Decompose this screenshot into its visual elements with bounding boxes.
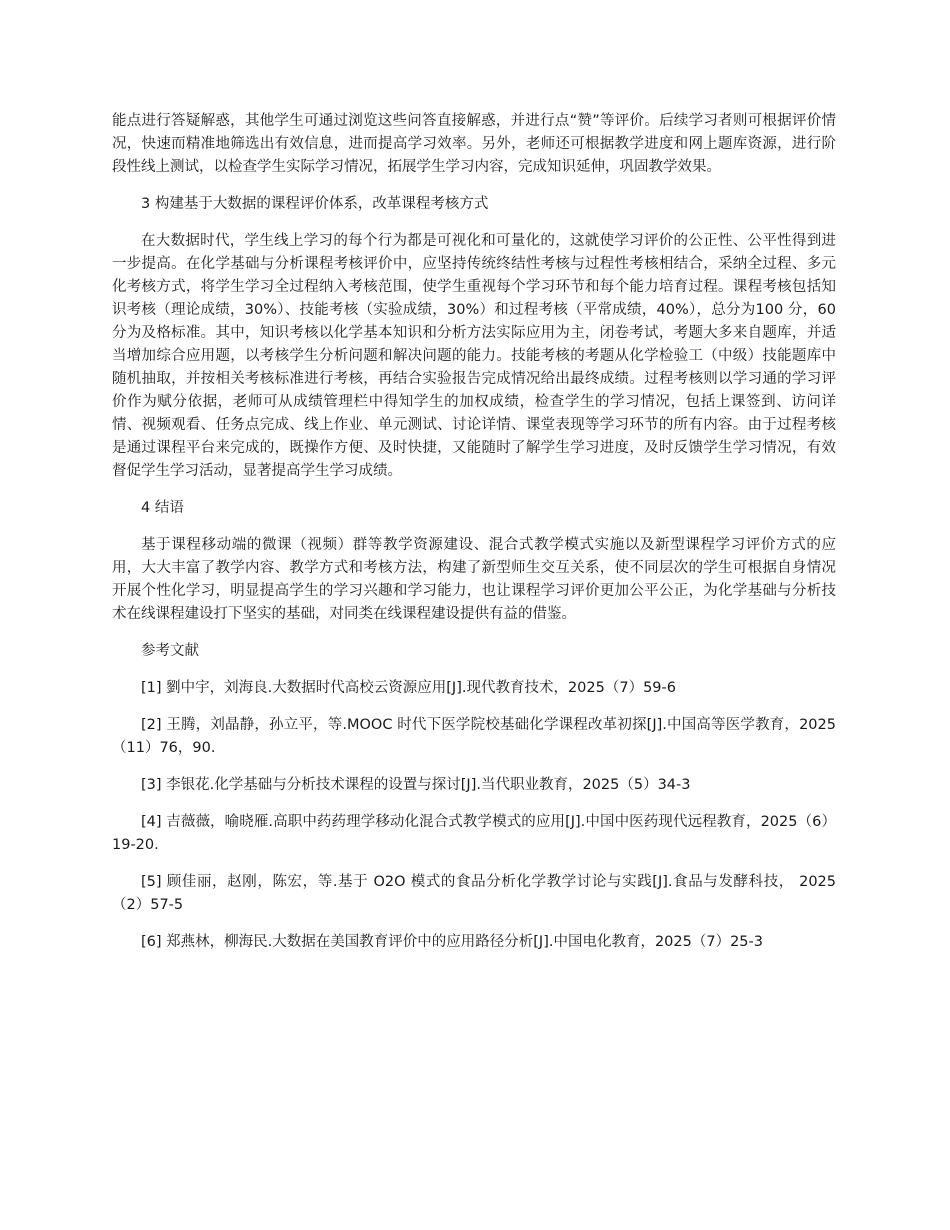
reference-item-1: [1] 劉中宇，刘海良.大数据时代高校云资源应用[J].现代教育技术，2025（7）59-6 [141, 680, 676, 696]
reference-item-3: [3] 李银花.化学基础与分析技术课程的设置与探讨[J].当代职业教育，2025（5）34-3 [141, 777, 691, 793]
section-3-heading: 3 构建基于大数据的课程评价体系，改革课程考核方式 [141, 196, 489, 212]
reference-item-5: [5] 顾佳丽，赵刚，陈宏，等.基于 O2O 模式的食品分析化学教学讨论与实践[J].食品与发酵科技， 2025（2）57-5 [112, 874, 836, 913]
document-page [112, 110, 836, 954]
section-3-body: 在大数据时代，学生线上学习的每个行为都是可视化和可量化的，这就使学习评价的公正性、公平性得到进一步提高。在化学基础与分析课程考核评价中，应坚持传统终结性考核与过程性考核相结合，采纳全过程、多元化考核方式，将学生学习全过程纳入考核范围，使学生重视每个学习环节和每个能力培育过程。课程考核包括知识考核（理论成绩，30%）、技能考核（实验成绩，30%）和过程考核（平常成绩，40%），总分为100 分，60 分为及格标准。其中，知识考核以化学基本知识和分析方法实际应用为主，闭卷考试，考题大多来自题库，并适当增加综合应用题，以考核学生分析问题和解决问题的能力。技能考核的考题从化学检验工（中级）技能题库中随机抽取，并按相关考核标准进行考核，再结合实验报告完成情况给出最终成绩。过程考核则以学习通的学习评价作为赋分依据，老师可从成绩管理栏中得知学生的加权成绩，检查学生的学习情况，包括上课签到、访问详情、视频观看、任务点完成、线上作业、单元测试、讨论详情、课堂表现等学习环节的所有内容。由于过程考核是通过课程平台来完成的，既操作方便、及时快捷，又能随时了解学生学习进度，及时反馈学生学习情况，有效督促学生学习活动，显著提高学生学习成绩。 [112, 233, 836, 479]
reference-item-2: [2] 王腾，刘晶静，孙立平，等.MOOC 时代下医学院校基础化学课程改革初探[J].中国高等医学教育，2025（11）76，90. [112, 717, 836, 756]
section-4-heading: 4 结语 [141, 500, 184, 516]
reference-item-6: [6] 郑燕林，柳海民.大数据在美国教育评价中的应用路径分析[J].中国电化教育，2025（7）25-3 [141, 934, 763, 950]
reference-item-4: [4] 吉薇薇，喻晓雁.高职中药药理学移动化混合式教学模式的应用[J].中国中医药现代远程教育，2025（6）19-20. [112, 814, 836, 853]
references-heading: 参考文献 [141, 643, 199, 659]
intro-continued-paragraph: 能点进行答疑解惑，其他学生可通过浏览这些问答直接解惑，并进行点“赞”等评价。后续学习者则可根据评价情况，快速而精准地筛选出有效信息，进而提高学习效率。另外，老师还可根据教学进度和网上题库资源，进行阶段性线上测试，以检查学生实际学习情况，拓展学生学习内容，完成知识延伸，巩固教学效果。 [112, 113, 836, 175]
section-4-body: 基于课程移动端的微课（视频）群等教学资源建设、混合式教学模式实施以及新型课程学习评价方式的应用，大大丰富了教学内容、教学方式和考核方法，构建了新型师生交互关系，使不同层次的学生可根据自身情况开展个性化学习，明显提高学生的学习兴趣和学习能力，也让课程学习评价更加公平公正，为化学基础与分析技术在线课程建设打下坚实的基础，对同类在线课程建设提供有益的借鉴。 [112, 537, 836, 622]
